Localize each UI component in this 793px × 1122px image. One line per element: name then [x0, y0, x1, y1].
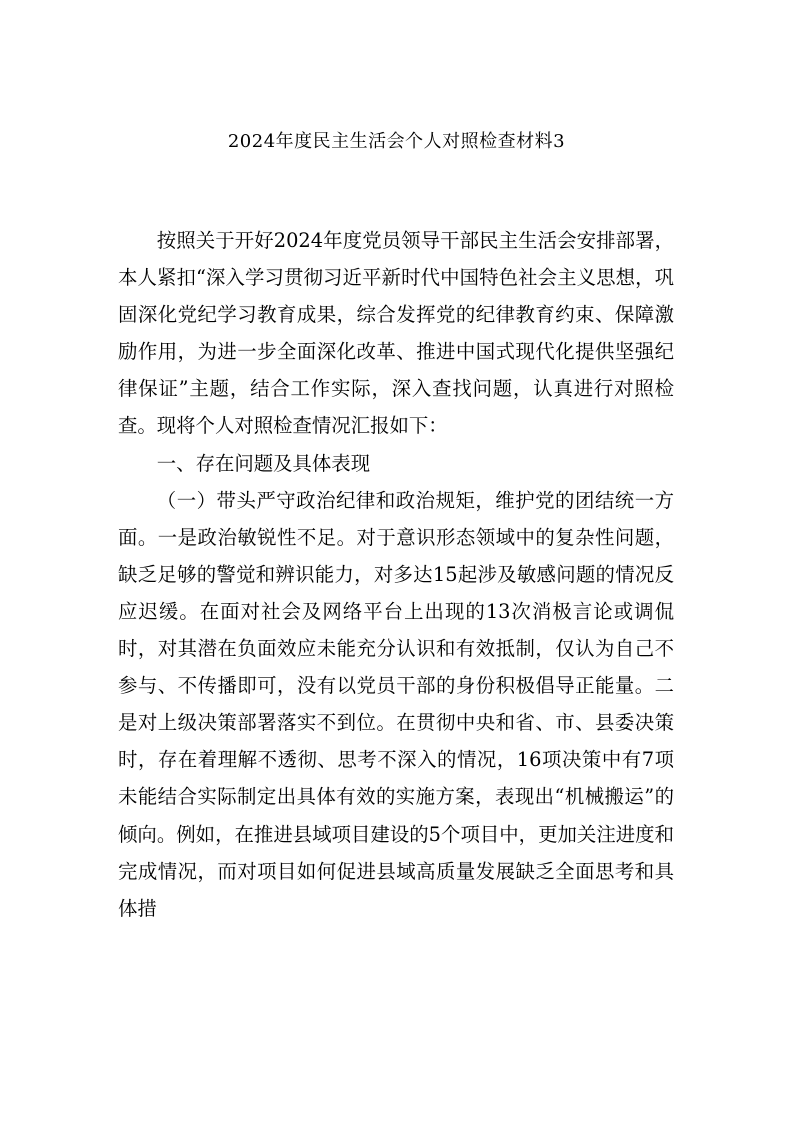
intro-paragraph: 按照关于开好2024年度党员领导干部民主生活会安排部署，本人紧扣“深入学习贯彻习近平新时代中国特色社会主义思想，巩固深化党纪学习教育成果，综合发挥党的纪律教育约束、保障激励作用，为进一步全面深化改革、推进中国式现代化提供坚强纪律保证”主题，结合工作实际，深入查找问题，认真进行对照检查。现将个人对照检查情况汇报如下：: [118, 229, 674, 438]
body-paragraph: （一）带头严守政治纪律和政治规矩，维护党的团结统一方面。一是政治敏锐性不足。对于意识形态领域中的复杂性问题，缺乏足够的警觉和辨识能力，对多达15起涉及敏感问题的情况反应迟缓。在面对社会及网络平台上出现的13次消极言论或调侃时，对其潜在负面效应未能充分认识和有效抵制，仅认为自己不参与、不传播即可，没有以党员干部的身份积极倡导正能量。二是对上级决策部署落实不到位。在贯彻中央和省、市、县委决策时，存在着理解不透彻、思考不深入的情况，16项决策中有7项未能结合实际制定出具体有效的实施方案，表现出“机械搬运”的倾向。例如，在推进县域项目建设的5个项目中，更加关注进度和完成情况，而对项目如何促进县域高质量发展缺乏全面思考和具体措: [118, 488, 674, 920]
document-body: [118, 222, 674, 927]
document-title: 2024年度民主生活会个人对照检查材料3: [227, 131, 566, 152]
section-heading: 一、存在问题及具体表现: [156, 451, 371, 475]
